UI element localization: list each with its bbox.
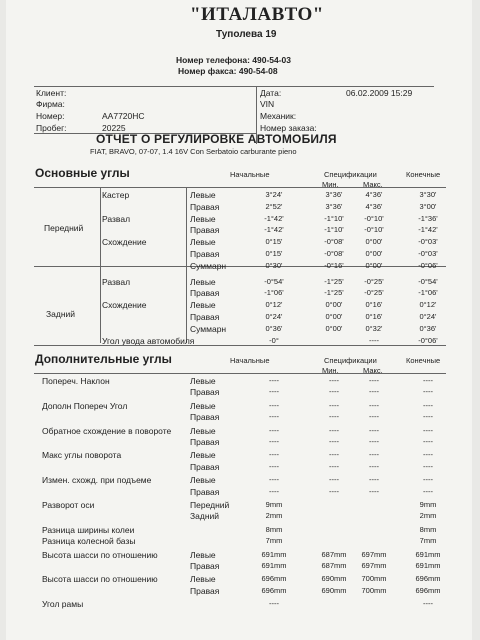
row-min: -0°08' bbox=[324, 237, 344, 247]
extra-top-line bbox=[34, 345, 446, 346]
row-max: 697mm bbox=[361, 549, 387, 559]
row-max: ---- bbox=[369, 412, 379, 422]
row-min: 0°00' bbox=[325, 312, 343, 321]
extra-angles-title: Дополнительные углы bbox=[35, 352, 172, 366]
row-min: ---- bbox=[329, 486, 339, 496]
row-initial: 691mm bbox=[261, 561, 287, 570]
row-initial: 9mm bbox=[265, 500, 283, 509]
row-final: 691mm bbox=[415, 549, 441, 559]
row-final: 3°00' bbox=[419, 201, 437, 211]
row-max: -0°25' bbox=[364, 288, 384, 298]
row-max: 697mm bbox=[361, 561, 387, 570]
row-initial: 0°15' bbox=[265, 237, 283, 247]
company-address: Туполева 19 bbox=[216, 29, 277, 40]
main-col-max: Макс. bbox=[363, 180, 383, 189]
main-axle-divider bbox=[100, 187, 101, 343]
row-side: Суммарн bbox=[190, 323, 227, 334]
row-final: -0°06' bbox=[418, 335, 438, 345]
row-initial: 696mm bbox=[261, 585, 287, 595]
alignment-report-sheet bbox=[6, 0, 472, 640]
row-side: Задний bbox=[190, 511, 220, 522]
main-angles-title: Основные углы bbox=[35, 166, 130, 180]
row-final: -0°06' bbox=[418, 260, 438, 270]
row-min: ---- bbox=[329, 376, 339, 385]
row-name: Обратное схождение в повороте bbox=[42, 425, 172, 436]
row-side: Левые bbox=[190, 190, 216, 200]
extra-col-initial: Начальные bbox=[230, 356, 270, 365]
row-initial: 0°30' bbox=[265, 260, 283, 270]
row-final: ---- bbox=[423, 412, 433, 422]
row-initial: -1°42' bbox=[264, 225, 284, 235]
row-name: Разница колесной базы bbox=[42, 536, 136, 547]
row-initial: ---- bbox=[269, 412, 279, 422]
date-value: 06.02.2009 15:29 bbox=[346, 88, 413, 98]
row-initial: -1°42' bbox=[264, 213, 284, 223]
row-initial: 691mm bbox=[261, 549, 287, 559]
row-max: ---- bbox=[369, 461, 379, 471]
date-label: Дата: bbox=[260, 88, 282, 98]
extra-col-final: Конечные bbox=[406, 356, 441, 365]
row-max: ---- bbox=[369, 486, 379, 496]
row-final: ---- bbox=[423, 400, 433, 410]
row-min: -0°08' bbox=[324, 249, 344, 258]
row-name: Схождение bbox=[102, 237, 147, 248]
row-side: Правая bbox=[190, 461, 220, 472]
row-side: Левые bbox=[190, 276, 216, 287]
row-name: Макс углы поворота bbox=[42, 450, 122, 461]
row-max: 0°16' bbox=[365, 312, 383, 321]
row-max: ---- bbox=[369, 387, 379, 397]
row-name: Разворот оси bbox=[42, 500, 95, 510]
row-min: ---- bbox=[329, 425, 339, 435]
row-initial: 0°15' bbox=[265, 249, 283, 258]
row-side: Правая bbox=[190, 225, 220, 236]
row-final: ---- bbox=[423, 387, 433, 397]
row-side: Правая bbox=[190, 486, 220, 497]
row-side: Правая bbox=[190, 585, 220, 596]
row-initial: ---- bbox=[269, 425, 279, 435]
row-min: 687mm bbox=[321, 561, 347, 570]
row-side: Суммарн bbox=[190, 260, 227, 271]
row-initial: ---- bbox=[269, 599, 279, 609]
row-side: Левые bbox=[190, 450, 216, 461]
row-final: ---- bbox=[423, 425, 433, 435]
row-final: ---- bbox=[423, 461, 433, 471]
row-max: ---- bbox=[369, 475, 379, 485]
row-final: 9mm bbox=[419, 500, 437, 509]
row-side: Левые bbox=[190, 237, 216, 248]
row-min: ---- bbox=[329, 450, 339, 460]
row-name: Угол рамы bbox=[42, 599, 84, 610]
row-initial: -1°06' bbox=[264, 288, 284, 298]
row-side: Правая bbox=[190, 412, 220, 423]
row-min: ---- bbox=[329, 400, 339, 410]
row-final: -1°42' bbox=[418, 225, 438, 235]
row-side: Левые bbox=[190, 376, 216, 386]
client-label: Клиент: bbox=[36, 88, 67, 98]
row-name: Измен. схожд. при подъеме bbox=[42, 475, 152, 486]
main-col-final: Конечные bbox=[406, 170, 441, 179]
row-name: Высота шасси по отношению bbox=[42, 549, 158, 560]
row-final: 0°36' bbox=[419, 323, 437, 333]
row-final: ---- bbox=[423, 437, 433, 446]
row-final: ---- bbox=[423, 450, 433, 460]
mileage-label: Пробег: bbox=[36, 123, 67, 133]
row-side: Правая bbox=[190, 561, 220, 571]
row-min: ---- bbox=[329, 461, 339, 471]
company-name: "ИТАЛАВТО" bbox=[190, 4, 324, 25]
row-side: Правая bbox=[190, 387, 220, 398]
row-min: 687mm bbox=[321, 549, 347, 559]
row-min: 690mm bbox=[321, 585, 347, 595]
info-top-line bbox=[34, 86, 434, 87]
row-min: -0°16' bbox=[324, 260, 344, 270]
row-initial: 0°36' bbox=[265, 323, 283, 333]
rear-axle-label: Задний bbox=[46, 309, 76, 319]
row-min: -1°10' bbox=[324, 225, 344, 235]
row-final: -1°36' bbox=[418, 213, 438, 223]
row-name: Высота шасси по отношению bbox=[42, 574, 158, 585]
row-side: Левые bbox=[190, 574, 216, 585]
row-max: 0°00' bbox=[365, 237, 383, 247]
vehicle-description: FIAT, BRAVO, 07-07, 1.4 16V Con Serbatoio carburante pieno bbox=[90, 147, 297, 156]
row-initial: 3°24' bbox=[265, 190, 283, 199]
row-initial: 7mm bbox=[265, 536, 283, 546]
main-header-line bbox=[34, 187, 446, 188]
row-final: 696mm bbox=[415, 574, 441, 584]
row-max: 4°36' bbox=[365, 201, 383, 211]
row-final: -0°03' bbox=[418, 237, 438, 247]
extra-col-min: Мин. bbox=[322, 366, 339, 375]
main-col-spec: Спецификации bbox=[324, 170, 377, 179]
row-name: Угол увода автомобиля bbox=[102, 335, 195, 346]
row-side: Левые bbox=[190, 300, 216, 311]
row-min: 690mm bbox=[321, 574, 347, 584]
row-name: Схождение bbox=[102, 300, 147, 311]
extra-col-max: Макс. bbox=[363, 366, 383, 375]
row-side: Левые bbox=[190, 213, 216, 224]
main-side-divider bbox=[186, 187, 187, 343]
row-final: -0°03' bbox=[418, 249, 438, 258]
mechanic-label: Механик: bbox=[260, 111, 297, 121]
row-initial: -0° bbox=[269, 335, 279, 345]
vin-label: VIN bbox=[260, 99, 275, 109]
row-side: Левые bbox=[190, 400, 216, 411]
row-final: ---- bbox=[423, 376, 433, 385]
row-final: 691mm bbox=[415, 561, 441, 570]
row-initial: 2mm bbox=[265, 511, 283, 521]
row-min: 3°36' bbox=[325, 201, 343, 211]
main-col-initial: Начальные bbox=[230, 170, 270, 179]
row-min: 3°36' bbox=[325, 190, 343, 199]
row-initial: ---- bbox=[269, 387, 279, 397]
row-initial: ---- bbox=[269, 475, 279, 485]
row-side: Левые bbox=[190, 475, 216, 486]
row-min: ---- bbox=[329, 437, 339, 446]
row-max: 0°16' bbox=[365, 300, 383, 310]
row-final: 0°12' bbox=[419, 300, 437, 310]
row-final: 0°24' bbox=[419, 312, 437, 321]
row-initial: 0°24' bbox=[265, 312, 283, 321]
row-initial: -0°54' bbox=[264, 276, 284, 286]
row-name: Попереч. Наклон bbox=[42, 376, 110, 386]
mileage-value: 20225 bbox=[102, 123, 126, 133]
row-name: Развал bbox=[102, 213, 131, 224]
row-max: ---- bbox=[369, 400, 379, 410]
row-min: -1°25' bbox=[324, 288, 344, 298]
row-initial: 2°52' bbox=[265, 201, 283, 211]
row-max: 4°36' bbox=[365, 190, 383, 199]
row-max: ---- bbox=[369, 376, 379, 385]
extra-header-line bbox=[34, 373, 446, 374]
row-initial: ---- bbox=[269, 450, 279, 460]
row-initial: ---- bbox=[269, 486, 279, 496]
front-axle-label: Передний bbox=[44, 223, 84, 233]
row-side: Правая bbox=[190, 288, 220, 299]
row-initial: ---- bbox=[269, 437, 279, 446]
row-final: 8mm bbox=[419, 524, 437, 534]
row-initial: ---- bbox=[269, 400, 279, 410]
row-min: ---- bbox=[329, 475, 339, 485]
row-max: ---- bbox=[369, 425, 379, 435]
row-final: ---- bbox=[423, 599, 433, 609]
row-name: Развал bbox=[102, 276, 131, 287]
row-max: ---- bbox=[369, 335, 379, 345]
row-max: 0°00' bbox=[365, 260, 383, 270]
company-phone: Номер телефона: 490-54-03 bbox=[176, 55, 292, 65]
company-fax: Номер факса: 490-54-08 bbox=[178, 66, 278, 76]
row-min: 0°00' bbox=[325, 300, 343, 310]
row-final: 7mm bbox=[419, 536, 437, 546]
firm-label: Фирма: bbox=[36, 99, 65, 109]
row-side: Левые bbox=[190, 549, 216, 560]
report-title: ОТЧЕТ О РЕГУЛИРОВКЕ АВТОМОБИЛЯ bbox=[96, 132, 337, 146]
row-max: -0°10' bbox=[364, 213, 384, 223]
row-max: ---- bbox=[369, 437, 379, 446]
row-max: 700mm bbox=[361, 574, 387, 584]
row-side: Правая bbox=[190, 249, 220, 259]
row-max: 700mm bbox=[361, 585, 387, 595]
row-initial: 8mm bbox=[265, 524, 283, 534]
row-min: -1°10' bbox=[324, 213, 344, 223]
number-label: Номер: bbox=[36, 111, 65, 121]
row-initial: 696mm bbox=[261, 574, 287, 584]
row-min: 0°00' bbox=[325, 323, 343, 333]
row-max: -0°25' bbox=[364, 276, 384, 286]
main-col-min: Мин. bbox=[322, 180, 339, 189]
row-max: 0°32' bbox=[365, 323, 383, 333]
row-max: 0°00' bbox=[365, 249, 383, 258]
row-initial: 0°12' bbox=[265, 300, 283, 310]
row-name: Кастер bbox=[102, 190, 130, 200]
row-max: ---- bbox=[369, 450, 379, 460]
row-side: Правая bbox=[190, 437, 220, 447]
extra-col-spec: Спецификации bbox=[324, 356, 377, 365]
row-name: Разница ширины колеи bbox=[42, 524, 135, 535]
row-name: Дополн Попереч Угол bbox=[42, 400, 128, 411]
row-min: ---- bbox=[329, 387, 339, 397]
row-final: ---- bbox=[423, 486, 433, 496]
row-min: -1°25' bbox=[324, 276, 344, 286]
row-final: -1°06' bbox=[418, 288, 438, 298]
row-max: -0°10' bbox=[364, 225, 384, 235]
row-side: Правая bbox=[190, 201, 220, 212]
row-min: ---- bbox=[329, 412, 339, 422]
number-value: АА7720НС bbox=[102, 111, 145, 121]
row-side: Передний bbox=[190, 500, 230, 510]
row-final: -0°54' bbox=[418, 276, 438, 286]
order-label: Номер заказа: bbox=[260, 123, 317, 133]
row-final: 2mm bbox=[419, 511, 437, 521]
row-final: 696mm bbox=[415, 585, 441, 595]
row-initial: ---- bbox=[269, 376, 279, 385]
row-side: Левые bbox=[190, 425, 216, 436]
row-final: ---- bbox=[423, 475, 433, 485]
row-initial: ---- bbox=[269, 461, 279, 471]
row-final: 3°30' bbox=[419, 190, 437, 199]
row-side: Правая bbox=[190, 312, 220, 322]
